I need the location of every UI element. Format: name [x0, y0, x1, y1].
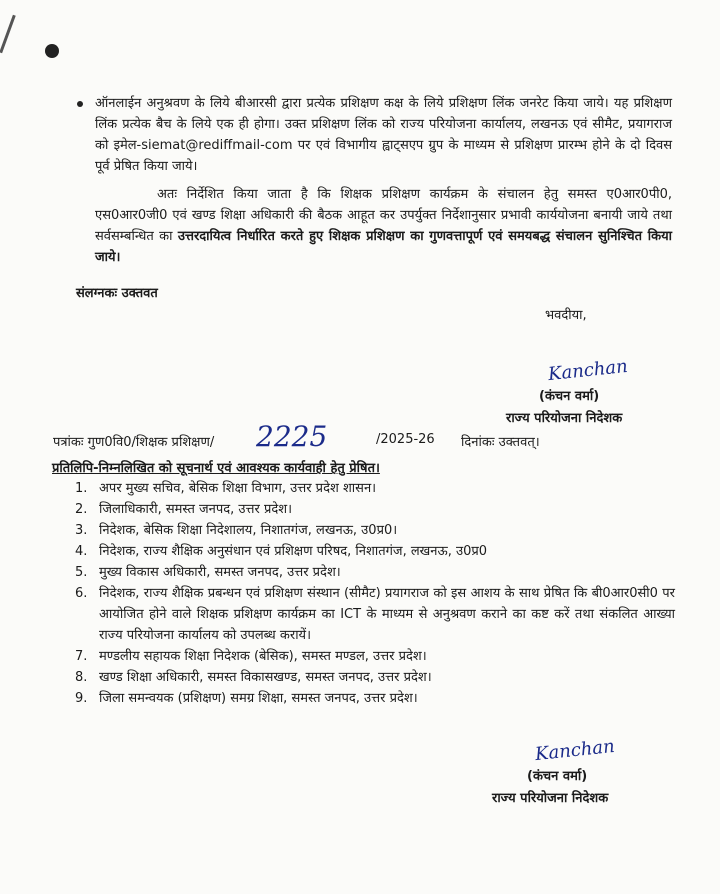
- list-number: 9.: [75, 691, 88, 706]
- list-item: [75, 520, 675, 541]
- scan-edge-mark: [0, 15, 16, 54]
- list-number: 1.: [75, 481, 88, 496]
- enclosure-line: संलग्नकः उक्तवत: [76, 286, 158, 301]
- list-item: [75, 478, 675, 499]
- list-text: मण्डलीय सहायक शिक्षा निदेशक (बेसिक), समस्त मण्डल, उत्तर प्रदेश।: [99, 649, 427, 664]
- list-number: 4.: [75, 544, 88, 559]
- list-item: [75, 667, 675, 688]
- handwritten-signature-2: Kanchan: [534, 735, 616, 766]
- list-text: मुख्य विकास अधिकारी, समस्त जनपद, उत्तर प्रदेश।: [99, 565, 341, 580]
- list-item: [75, 562, 675, 583]
- closing-salutation: भवदीया,: [545, 308, 587, 323]
- list-text: खण्ड शिक्षा अधिकारी, समस्त विकासखण्ड, समस्त जनपद, उत्तर प्रदेश।: [99, 670, 432, 685]
- signatory-name-2: (कंचन वर्मा): [527, 769, 588, 784]
- list-text: निदेशक, राज्य शैक्षिक प्रबन्धन एवं प्रशिक्षण संस्थान (सीमैट) प्रयागराज को इस आशय के साथ प्रेषित कि बी0आर0सी0 पर आयोजित होने वाले शिक्षक प्रशिक्षण कार्यक्रम का ICT के माध्यम से अनुश्रवण कराने का कष्ट करें तथा संकलित आख्या राज्य परियोजना कार्यालय को उपलब्ध करायें।: [99, 586, 675, 643]
- list-number: 8.: [75, 670, 88, 685]
- handwritten-signature: Kanchan: [547, 355, 629, 386]
- signatory-name: (कंचन वर्मा): [539, 389, 600, 404]
- list-item: [75, 583, 675, 646]
- list-text: निदेशक, बेसिक शिक्षा निदेशालय, निशातगंज, लखनऊ, उ0प्र0।: [99, 523, 398, 538]
- list-item: [75, 646, 675, 667]
- list-number: 6.: [75, 586, 88, 601]
- list-item: [75, 499, 675, 520]
- list-item: [75, 541, 675, 562]
- list-text: अपर मुख्य सचिव, बेसिक शिक्षा विभाग, उत्तर प्रदेश शासन।: [99, 481, 377, 496]
- reference-prefix: पत्रांकः गुण0वि0/शिक्षक प्रशिक्षण/: [53, 435, 215, 450]
- paragraph-directive: [95, 184, 672, 268]
- list-number: 5.: [75, 565, 88, 580]
- signatory-title: राज्य परियोजना निदेशक: [506, 411, 623, 426]
- list-item: [75, 688, 675, 709]
- copy-recipients-list: [75, 478, 675, 709]
- list-number: 7.: [75, 649, 88, 664]
- list-text: जिलाधिकारी, समस्त जनपद, उत्तर प्रदेश।: [99, 502, 293, 517]
- list-number: 3.: [75, 523, 88, 538]
- list-text: निदेशक, राज्य शैक्षिक अनुसंधान एवं प्रशिक्षण परिषद, निशातगंज, लखनऊ, उ0प्र0: [99, 544, 488, 559]
- bullet-dot: [77, 101, 83, 107]
- paragraph-online-monitoring: ऑनलाईन अनुश्रवण के लिये बीआरसी द्वारा प्रत्येक प्रशिक्षण कक्ष के लिये प्रशिक्षण लिंक जनरेट किया जाये। यह प्रशिक्षण लिंक प्रत्येक बैच के लिये एक ही होगा। उक्त प्रशिक्षण लिंक को राज्य परियोजना कार्यालय, लखनऊ एवं सीमैट, प्रयागराज को इमेल-siemat@rediffmail-com पर एवं विभागीय ह्वाट्सएप ग्रुप के माध्यम से प्रशिक्षण प्रारम्भ होने के दो दिवस पूर्व प्रेषित किया जाये।: [95, 96, 672, 174]
- directive-bold-text: उत्तरदायित्व निर्धारित करते हुए शिक्षक प्रशिक्षण का गुणवत्तापूर्ण एवं समयबद्ध संचालन सुनिश्चित किया जाये।: [95, 229, 672, 265]
- scan-dot-mark: [45, 44, 59, 58]
- list-text: जिला समन्वयक (प्रशिक्षण) समग्र शिक्षा, समस्त जनपद, उत्तर प्रदेश।: [99, 691, 418, 706]
- directive-text: अतः निर्देशित किया जाता है कि शिक्षक प्रशिक्षण कार्यक्रम के संचालन हेतु समस्त ए0आर0पी0, एस0आर0जी0 एवं खण्ड शिक्षा अधिकारी की बैठक आहूत कर उपर्युक्त निर्देशानुसार प्रभावी कार्ययोजना बनायी जाये तथा सर्वसम्बन्धित का: [95, 187, 672, 244]
- reference-date: दिनांकः उक्तवत्।: [461, 435, 540, 450]
- reference-number: 2225: [256, 420, 328, 453]
- reference-year: /2025-26: [376, 432, 435, 447]
- copy-heading: प्रतिलिपि-निम्नलिखित को सूचनार्थ एवं आवश्यक कार्यवाही हेतु प्रेषित।: [52, 461, 380, 476]
- signatory-title-2: राज्य परियोजना निदेशक: [492, 791, 609, 806]
- list-number: 2.: [75, 502, 88, 517]
